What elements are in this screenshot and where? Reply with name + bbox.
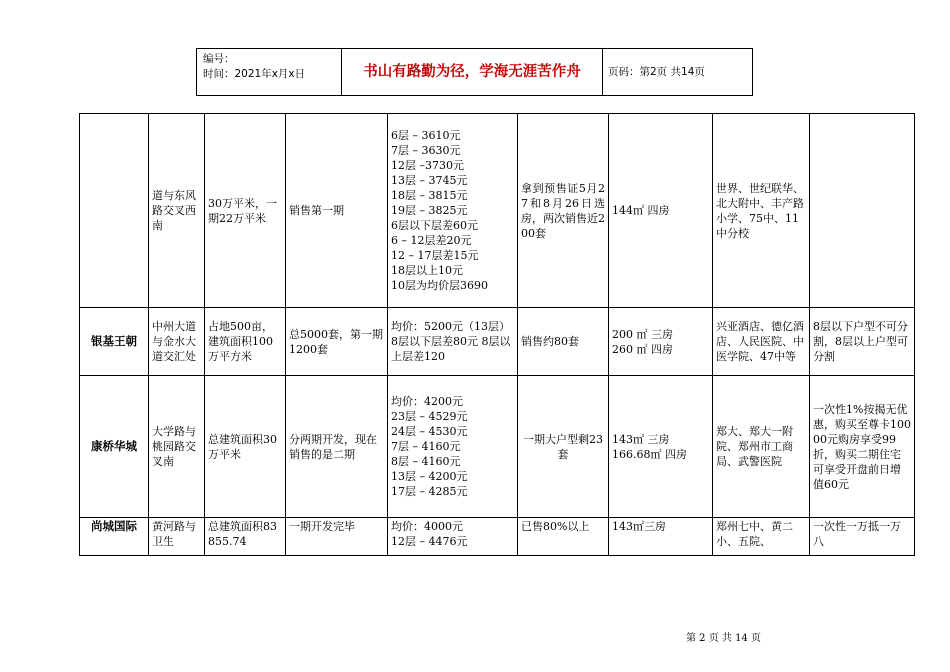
number-label: 编号：: [203, 53, 235, 65]
location-cell: 中州大道与金水大道交汇处: [149, 308, 205, 376]
price-line: 18层 – 3815元: [391, 189, 468, 202]
table-row: [80, 518, 915, 556]
price-line: 12 – 17层差15元: [391, 249, 479, 262]
table-row: [80, 308, 915, 376]
location-cell: 道与东风路交叉西南: [149, 114, 205, 308]
price-line: 7层 – 4160元: [391, 440, 461, 453]
unit-line: 144㎡ 四房: [612, 204, 670, 217]
project-name: 银基王朝: [80, 308, 149, 376]
price-cell: [388, 114, 518, 308]
sales-cell: 拿到预售证5月27和8月26日选房，两次销售近200套: [518, 114, 609, 308]
price-cell: [388, 518, 518, 556]
amenities-cell: 郑大、郑大一附院、郑州市工商局、武警医院: [713, 376, 810, 518]
sales-cell: 销售约80套: [518, 308, 609, 376]
price-line: 12层 – 4476元: [391, 535, 468, 548]
stage-cell: 一期开发完毕: [286, 518, 388, 556]
units-cell: [609, 114, 713, 308]
unit-line: 143㎡三房: [612, 520, 666, 533]
price-line: 均价：4200元: [391, 395, 463, 408]
header-meta: [197, 49, 342, 95]
price-line: 23层 – 4529元: [391, 410, 468, 423]
price-line: 均价：5200元（13层）8层以下层差80元 8层以上层差120: [391, 320, 511, 363]
area-cell: 占地500亩，建筑面积100万平方米: [205, 308, 286, 376]
amenities-cell: 兴亚酒店、德亿酒店、人民医院、中医学院、47中等: [713, 308, 810, 376]
motto: 书山有路勤为径，学海无涯苦作舟: [342, 49, 603, 95]
project-name: 康桥华城: [80, 376, 149, 518]
table-row: [80, 114, 915, 308]
price-cell: [388, 308, 518, 376]
price-line: 17层 – 4285元: [391, 485, 468, 498]
notes-cell: 一次性一万抵一万八: [810, 518, 915, 556]
price-line: 8层 – 4160元: [391, 455, 461, 468]
header-box: [196, 48, 753, 96]
stage-cell: 销售第一期: [286, 114, 388, 308]
price-line: 13层 – 4200元: [391, 470, 468, 483]
stage-cell: 分两期开发，现在销售的是二期: [286, 376, 388, 518]
page-footer: 第 2 页 共 14 页: [686, 633, 761, 644]
price-line: 18层以上10元: [391, 264, 463, 277]
sales-cell: 已售80%以上: [518, 518, 609, 556]
project-name: 尚城国际: [80, 518, 149, 556]
stage-cell: 总5000套，第一期1200套: [286, 308, 388, 376]
notes-cell: 8层以下户型不可分割，8层以上户型可分割: [810, 308, 915, 376]
price-line: 6层以下层差60元: [391, 219, 478, 232]
units-cell: [609, 376, 713, 518]
units-cell: [609, 518, 713, 556]
notes-cell: 一次性1%按揭无优惠，购买至尊卡10000元购房享受99折，购买二期住宅可享受开盘前日增值60元: [810, 376, 915, 518]
price-line: 均价：4000元: [391, 520, 463, 533]
area-cell: 总建筑面积30万平米: [205, 376, 286, 518]
table-row: [80, 376, 915, 518]
price-cell: [388, 376, 518, 518]
price-line: 24层 – 4530元: [391, 425, 468, 438]
price-line: 12层 –3730元: [391, 159, 464, 172]
sales-cell: 一期大户型剩23套: [518, 376, 609, 518]
location-cell: 大学路与桃园路交叉南: [149, 376, 205, 518]
units-cell: [609, 308, 713, 376]
amenities-cell: 世界、世纪联华、北大附中、丰产路小学、75中、11中分校: [713, 114, 810, 308]
unit-line: 166.68㎡ 四房: [612, 447, 687, 461]
date-label: 时间：2021年x月x日: [203, 68, 306, 80]
project-name: [80, 114, 149, 308]
unit-line: 143㎡ 三房: [612, 432, 670, 446]
unit-line: 200 ㎡ 三房: [612, 327, 673, 341]
amenities-cell: 郑州七中、黄二小、五院、: [713, 518, 810, 556]
price-line: 6层 – 3610元: [391, 129, 461, 142]
location-cell: 黄河路与卫生: [149, 518, 205, 556]
price-line: 13层 – 3745元: [391, 174, 468, 187]
price-line: 7层 – 3630元: [391, 144, 461, 157]
price-line: 19层 – 3825元: [391, 204, 468, 217]
price-line: 6 – 12层差20元: [391, 234, 472, 247]
property-table: [79, 113, 915, 556]
area-cell: 30万平米，一期22万平米: [205, 114, 286, 308]
page-label: 页码：第2页 共14页: [608, 66, 705, 78]
area-cell: 总建筑面积83855.74: [205, 518, 286, 556]
unit-line: 260 ㎡ 四房: [612, 342, 673, 356]
price-line: 10层为均价层3690: [391, 279, 488, 292]
notes-cell: [810, 114, 915, 308]
